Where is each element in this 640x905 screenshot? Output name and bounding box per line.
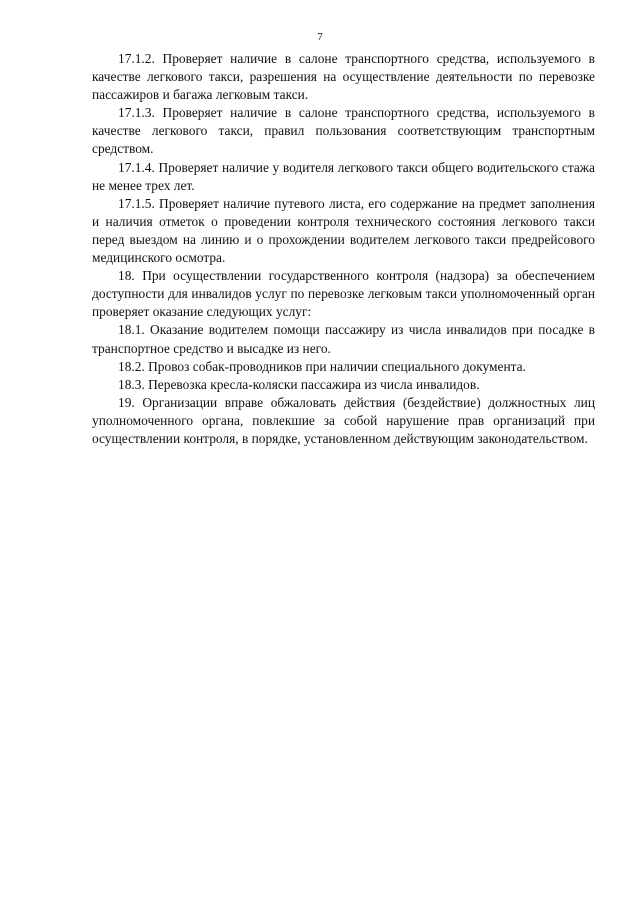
paragraph-17-1-5: 17.1.5. Проверяет наличие путевого листа, его содержание на предмет заполнения и наличия отметок о проведении контроля технического состояния легкового такси перед выездом на линию и о прохождении водителем легкового такси предрейсового медицинского осмотра.: [92, 195, 595, 266]
paragraph-18-2: 18.2. Провоз собак-проводников при наличии специального документа.: [118, 358, 526, 374]
paragraph-19: 19. Организации вправе обжаловать действия (бездействие) должностных лиц уполномоченного органа, повлекшие за собой нарушение прав организаций при осуществлении контроля, в порядке, установленном действующим законодательством.: [92, 394, 595, 446]
paragraph-17-1-4: 17.1.4. Проверяет наличие у водителя легкового такси общего водительского стажа не менее трех лет.: [92, 159, 595, 193]
document-body: [92, 50, 595, 448]
paragraph-17-1-2: 17.1.2. Проверяет наличие в салоне транспортного средства, используемого в качестве легкового такси, разрешения на осуществление деятельности по перевозке пассажиров и багажа легковым такси.: [92, 51, 595, 103]
paragraph-18-3: 18.3. Перевозка кресла-коляски пассажира из числа инвалидов.: [118, 376, 480, 392]
paragraph-18: 18. При осуществлении государственного контроля (надзора) за обеспечением доступности для инвалидов услуг по перевозке легковым такси уполномоченный орган проверяет оказание следующих услуг:: [92, 268, 595, 320]
paragraph-18-1: 18.1. Оказание водителем помощи пассажиру из числа инвалидов при посадке в транспортное средство и высадке из него.: [92, 322, 595, 356]
paragraph-17-1-3: 17.1.3. Проверяет наличие в салоне транспортного средства, используемого в качестве легкового такси, правил пользования соответствующим транспортным средством.: [92, 105, 595, 157]
page-number: 7: [317, 31, 323, 43]
